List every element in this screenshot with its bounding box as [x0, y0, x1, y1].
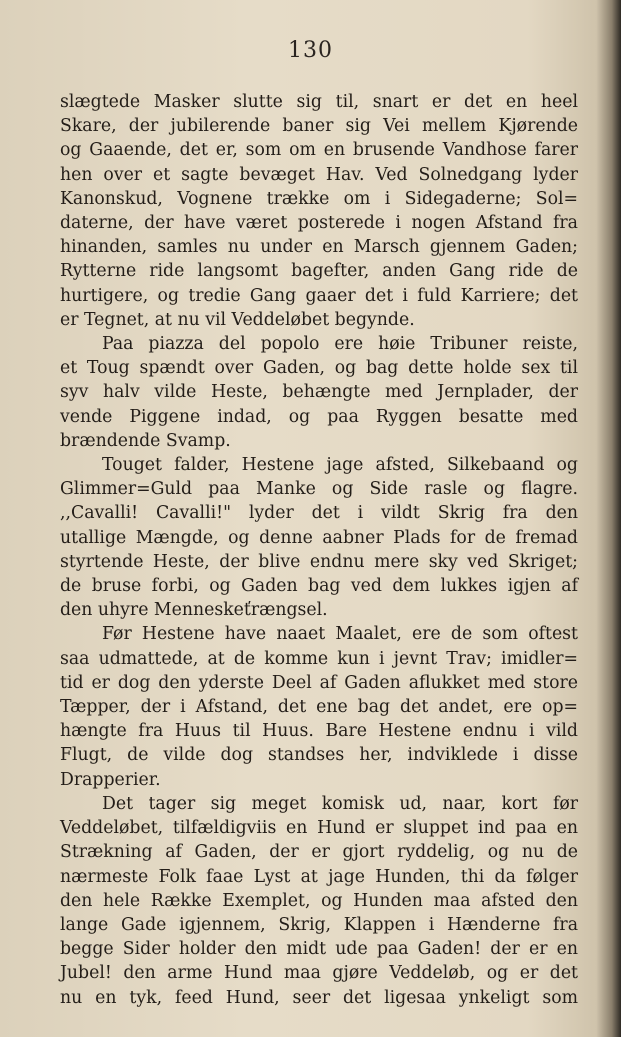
text-line: Strækning af Gaden, der er gjort ryddelig, og nu de — [60, 842, 578, 863]
text-line: nu en tyk, feed Hund, seer det ligesaa ynkeligt som — [60, 987, 578, 1008]
text-line: Flugt, de vilde dog standses her, indviklede i disse — [60, 745, 578, 766]
body-text — [60, 90, 578, 1010]
text-line: Kanonskud, Vognene trække om i Sidegaderne; Sol= — [60, 188, 578, 209]
text-line: begge Sider holder den midt ude paa Gaden! der er en — [60, 939, 578, 960]
text-line: hurtigere, og tredie Gang gaaer det i fuld Karriere; det — [60, 285, 578, 306]
text-line: brændende Svamp. — [60, 430, 231, 451]
text-line: syv halv vilde Heste, behængte med Jernplader, der — [60, 382, 578, 403]
text-line: hen over et sagte bevæget Hav. Ved Solnedgang lyder — [60, 164, 578, 185]
text-line: er Tegnet, at nu vil Veddeløbet begynde. — [60, 309, 415, 330]
text-line: daterne, der have været posterede i nogen Afstand fra — [60, 213, 578, 234]
text-line: Drapperier. — [60, 769, 161, 790]
text-line: hinanden, samles nu under en Marsch gjennem Gaden; — [60, 237, 578, 258]
text-line: slægtede Masker slutte sig til, snart er det en heel — [60, 92, 578, 112]
text-line: tid er dog den yderste Deel af Gaden aflukket med store — [60, 672, 578, 693]
text-line: styrtende Heste, der blive endnu mere sky ved Skriget; — [60, 551, 578, 572]
page-number: 130 — [288, 38, 333, 63]
text-line: Touget falder, Hestene jage afsted, Silkebaand og — [102, 455, 578, 476]
text-line: Det tager sig meget komisk ud, naar, kort før — [102, 793, 578, 814]
text-line: nærmeste Folk faae Lyst at jage Hunden, thi da følger — [60, 866, 578, 887]
text-line: Skare, der jubilerende baner sig Vei mellem Kjørende — [60, 116, 578, 137]
text-line: et Toug spændt over Gaden, og bag dette holde sex til — [60, 358, 578, 379]
text-line: Før Hestene have naaet Maalet, ere de som oftest — [102, 624, 578, 645]
text-line: Tæpper, der i Afstand, det ene bag det andet, ere op= — [60, 697, 578, 718]
text-line: saa udmattede, at de komme kun i jevnt Trav; imidler= — [60, 648, 578, 669]
text-line: og Gaaende, det er, som om en brusende Vandhose farer — [60, 140, 578, 161]
text-line: vende Piggene indad, og paa Ryggen besatte med — [60, 406, 578, 427]
text-line: hængte fra Huus til Huus. Bare Hestene endnu i vild — [60, 721, 578, 742]
text-line: den hele Række Exemplet, og Hunden maa afsted den — [60, 890, 578, 911]
text-line: de bruse forbi, og Gaden bag ved dem lukkes igjen af — [60, 576, 578, 597]
text-line: ,,Cavalli! Cavalli!" lyder det i vildt Skrig fra den — [60, 503, 578, 524]
text-line: Paa piazza del popolo ere høie Tribuner reiste, — [102, 334, 578, 355]
text-line: Glimmer=Guld paa Manke og Side rasle og flagre. — [60, 479, 578, 500]
text-line: Jubel! den arme Hund maa gjøre Veddeløb, og er det — [60, 963, 578, 984]
text-line: Veddeløbet, tilfældigviis en Hund er sluppet ind paa en — [60, 818, 578, 839]
text-line: den uhyre Menneskeťrængsel. — [60, 600, 328, 621]
text-line: lange Gade igjennem, Skrig, Klappen i Hænderne fra — [60, 914, 578, 935]
text-line: Rytterne ride langsomt bagefter, anden Gang ride de — [60, 261, 578, 282]
text-line: utallige Mængde, og denne aabner Plads for de fremad — [60, 527, 578, 548]
